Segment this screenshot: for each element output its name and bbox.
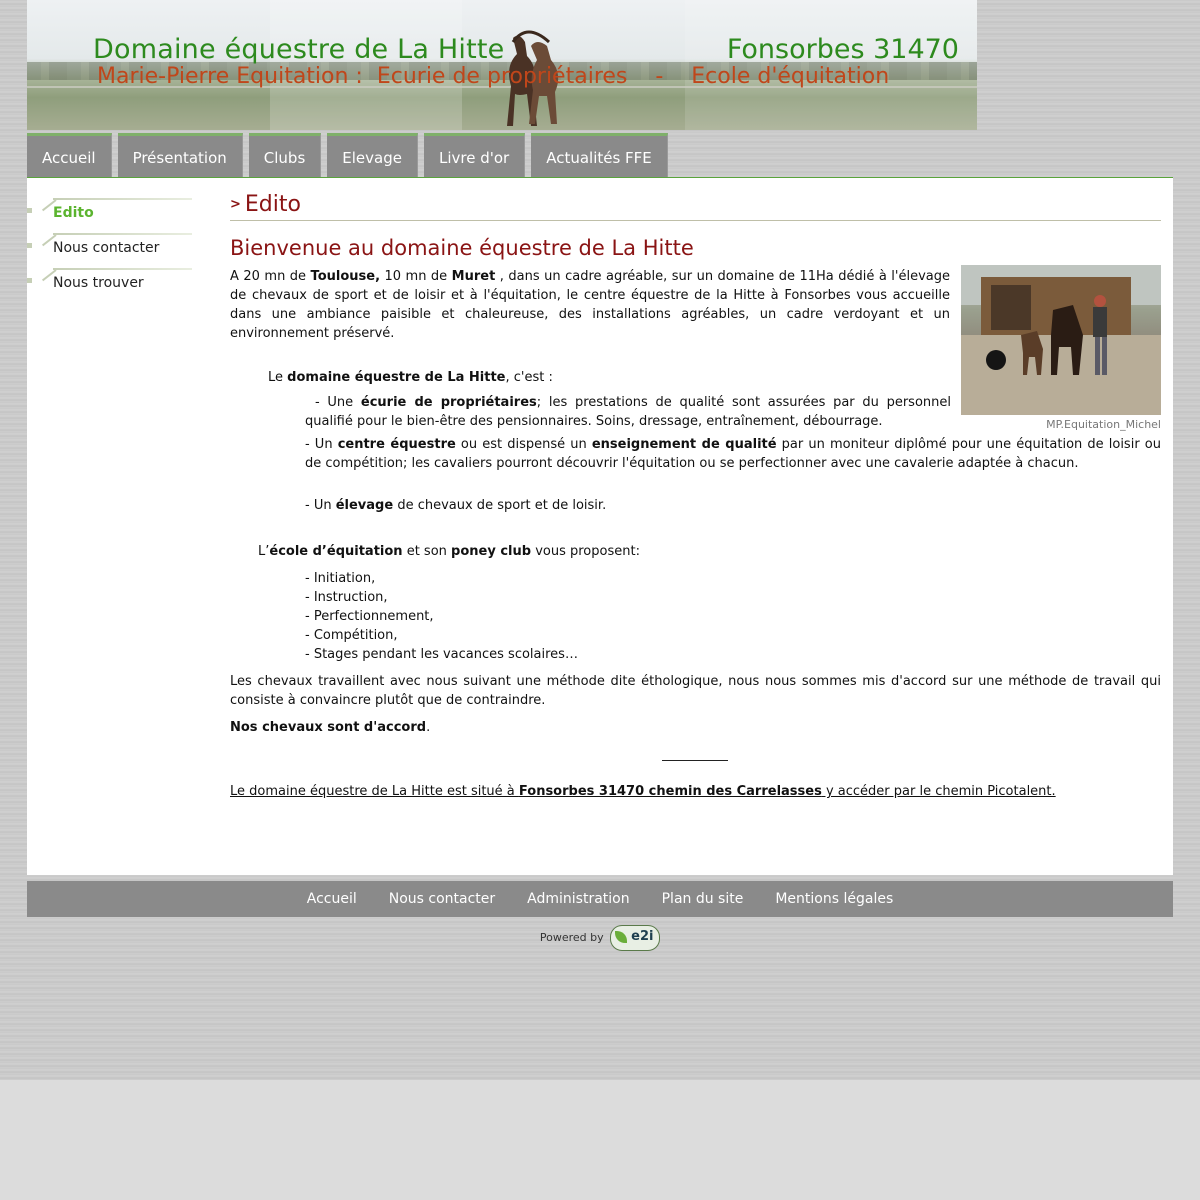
photo-scene-icon [961, 265, 1161, 415]
list-item: - Un élevage de chevaux de sport et de loisir. [305, 498, 607, 513]
site-city: Fonsorbes 31470 [726, 34, 959, 65]
horses-photo [961, 265, 1161, 415]
site-subtitle: Marie-Pierre Equitation : Ecurie de propriétaires - Ecole d'équitation [97, 64, 890, 89]
sidebar-divider [53, 268, 192, 270]
footer-link-plan-du-site[interactable]: Plan du site [661, 891, 744, 907]
sidebar-divider [53, 198, 192, 200]
nav-tab-presentation[interactable]: Présentation [118, 133, 243, 177]
list-item: - Initiation, [305, 571, 376, 586]
powered-by [0, 925, 1200, 951]
school-lead: L’école d’équitation et son poney club vous proposent: [258, 544, 640, 559]
location-link[interactable]: Le domaine équestre de La Hitte est situé à Fonsorbes 31470 chemin des Carrelasses y accéder par le chemin Picotalent. [230, 784, 1056, 799]
nav-tab-actualites-ffe[interactable]: Actualités FFE [531, 133, 668, 177]
bullet-square-icon [27, 278, 32, 283]
footer-link-nous-contacter[interactable]: Nous contacter [388, 891, 496, 907]
sidebar-item-label[interactable]: Edito [53, 205, 94, 221]
sidebar-item-nous-contacter[interactable] [27, 233, 192, 268]
nav-tab-accueil[interactable]: Accueil [27, 133, 112, 177]
nav-tab-elevage[interactable]: Elevage [327, 133, 418, 177]
chevron-right-icon: > [230, 197, 241, 212]
bullet-square-icon [27, 243, 32, 248]
site-title: Domaine équestre de La Hitte [93, 34, 505, 65]
intro-paragraph: A 20 mn de Toulouse, 10 mn de Muret , dans un cadre agréable, sur un domaine de 11Ha dédié à l'élevage de chevaux de sport et de loisir et à l'équitation, le centre équestre de la Hitte à Fonsorbes vous accueille dans une ambiance paisible et chaleureuse, des installations agréables, un cadre verdoyant et un environnement préservé. [230, 269, 950, 341]
nav-tab-clubs[interactable]: Clubs [249, 133, 321, 177]
leaf-icon [615, 931, 627, 943]
section-title-text: Edito [244, 192, 301, 217]
agreement-line: Nos chevaux sont d'accord. [230, 720, 431, 735]
footer-link-mentions-legales[interactable]: Mentions légales [775, 891, 894, 907]
list-item: - Une écurie de propriétaires; les prestations de qualité sont assurées par du personnel qualifié pour le bien-être des pensionnaires. Soins, dressage, entraînement, débourrage. [305, 395, 951, 429]
header-banner [27, 0, 977, 130]
photo-caption: MP.Equitation_Michel [1046, 418, 1161, 431]
article [230, 192, 1161, 799]
sidebar-divider [53, 233, 192, 235]
powered-by-label: Powered by [539, 931, 604, 944]
sidebar-item-edito[interactable] [27, 198, 192, 233]
main-content-area [27, 178, 1173, 875]
list-item: - Instruction, [305, 590, 388, 605]
article-photo [961, 265, 1161, 431]
list-item: - Stages pendant les vacances scolaires… [305, 647, 578, 662]
sidebar-item-nous-trouver[interactable] [27, 268, 192, 303]
section-title [230, 192, 1161, 221]
separator [662, 760, 728, 761]
page-title: Bienvenue au domaine équestre de La Hitte [230, 236, 694, 260]
nav-tab-livre-dor[interactable]: Livre d'or [424, 133, 525, 177]
list-item: - Un centre équestre ou est dispensé un enseignement de qualité par un moniteur diplômé pour une équitation de loisir ou de compétition; les cavaliers pourront découvrir l'équitation ou se perfectionner avec une cavalerie adaptée à chacun. [305, 437, 1161, 471]
sidebar-item-label[interactable]: Nous contacter [53, 240, 160, 256]
sidebar-item-label[interactable]: Nous trouver [53, 275, 144, 291]
footer-nav [27, 881, 1173, 917]
e2i-logo[interactable] [610, 925, 660, 951]
domain-lead: Le domaine équestre de La Hitte, c'est : [268, 370, 553, 385]
method-paragraph: Les chevaux travaillent avec nous suivant une méthode dite éthologique, nous nous sommes mis d'accord sur une méthode de travail qui consiste à convaincre plutôt que de contraindre. [230, 674, 1161, 708]
footer-link-administration[interactable]: Administration [527, 891, 630, 907]
bullet-square-icon [27, 208, 32, 213]
list-item: - Compétition, [305, 628, 398, 643]
main-nav [27, 133, 674, 177]
e2i-logo-text: e2i [631, 929, 654, 944]
sidebar [27, 198, 192, 303]
list-item: - Perfectionnement, [305, 609, 434, 624]
footer-link-accueil[interactable]: Accueil [306, 891, 357, 907]
